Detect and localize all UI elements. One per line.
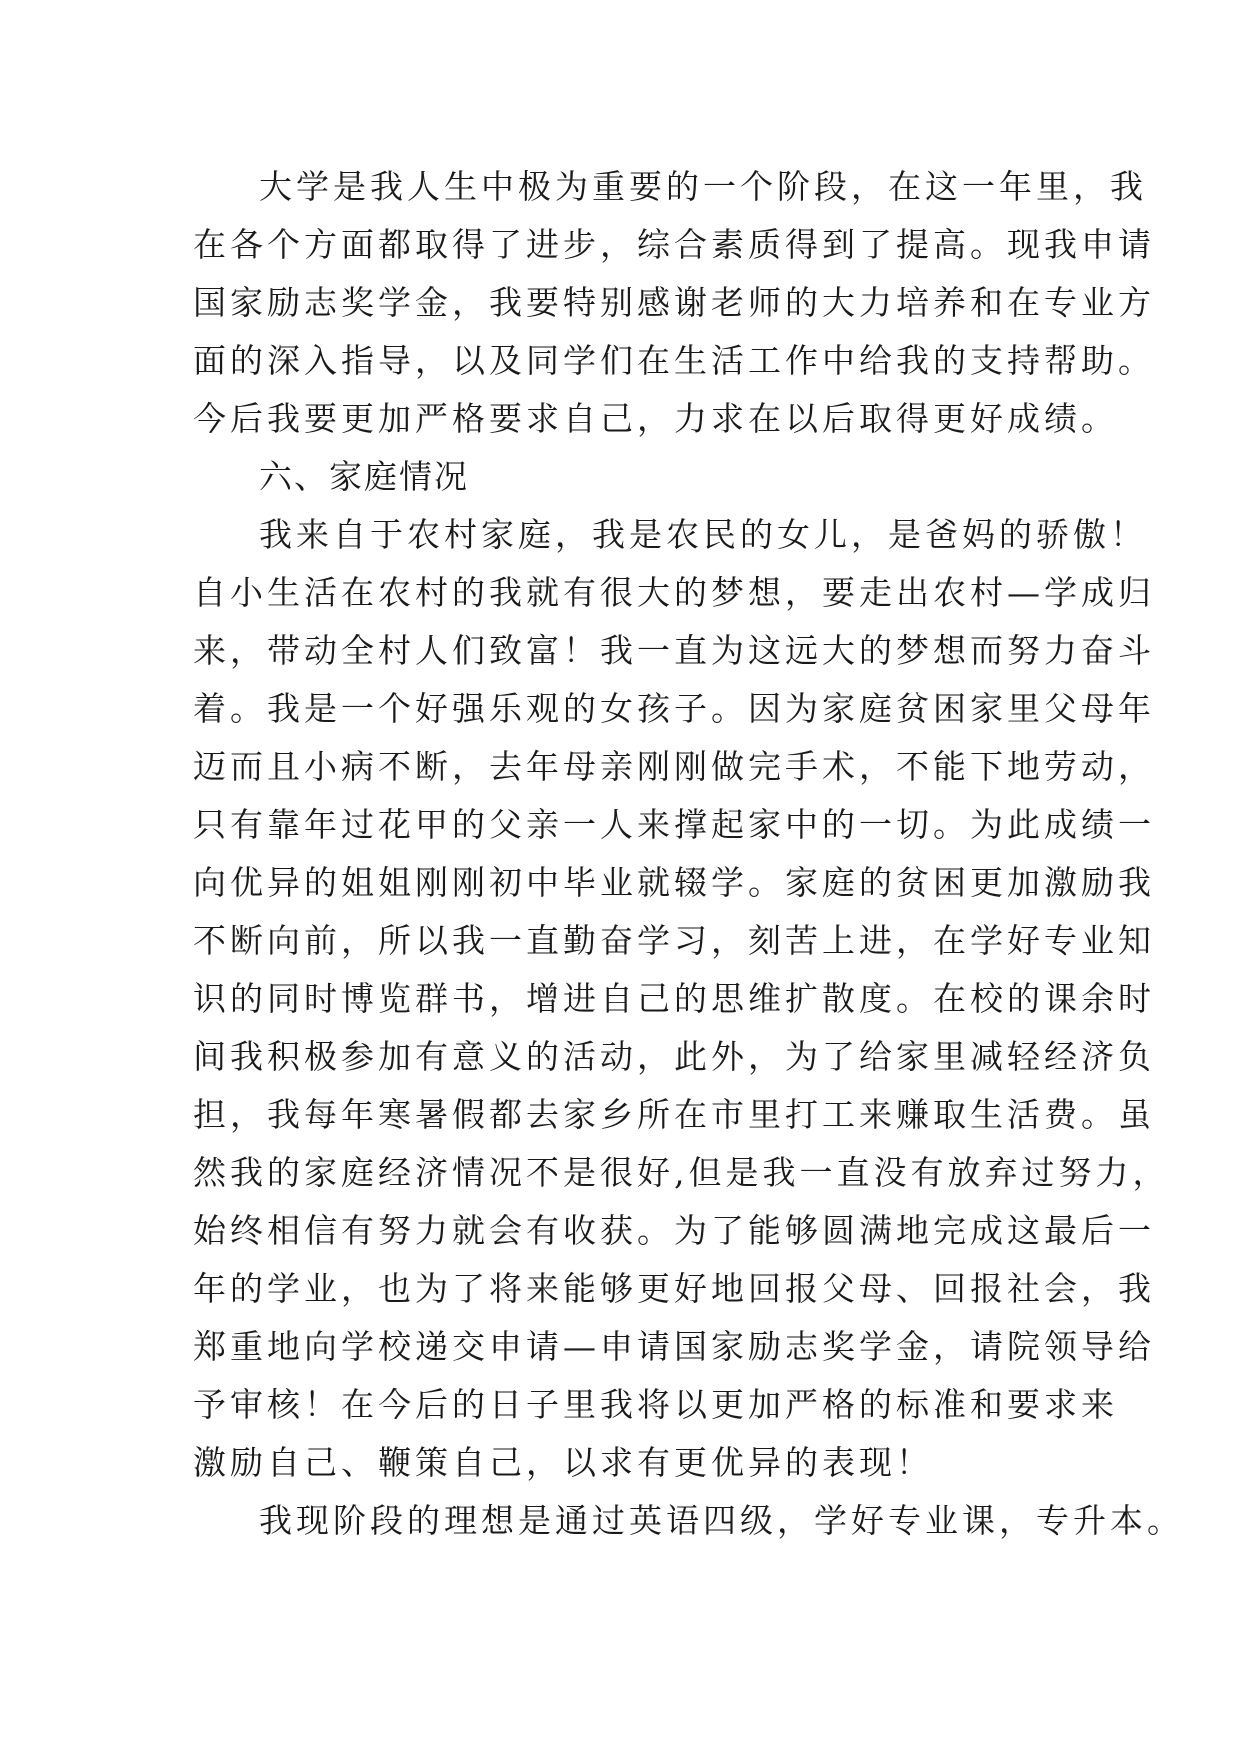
paragraph-2-line-6: 只有靠年过花甲的父亲一人来撑起家中的一切。为此成绩一 <box>193 805 1155 844</box>
paragraph-2-line-11: 担，我每年寒暑假都去家乡所在市里打工来赚取生活费。虽 <box>193 1095 1155 1134</box>
paragraph-2-line-1: 我来自于农村家庭，我是农民的女儿，是爸妈的骄傲！ <box>259 515 1147 554</box>
paragraph-2-line-3: 来，带动全村人们致富！我一直为这远大的梦想而努力奋斗 <box>193 631 1155 670</box>
paragraph-2-line-10: 间我积极参加有意义的活动，此外，为了给家里减轻经济负 <box>193 1037 1155 1076</box>
paragraph-2-line-2: 自小生活在农村的我就有很大的梦想，要走出农村—学成归 <box>193 573 1155 612</box>
paragraph-1-line-4: 面的深入指导，以及同学们在生活工作中给我的支持帮助。 <box>193 341 1155 380</box>
paragraph-1-line-3: 国家励志奖学金，我要特别感谢老师的大力培养和在专业方 <box>193 283 1155 322</box>
paragraph-2-line-12: 然我的家庭经济情况不是很好,但是我一直没有放弃过努力， <box>193 1153 1170 1192</box>
paragraph-2-line-9: 识的同时博览群书，增进自己的思维扩散度。在校的课余时 <box>193 979 1155 1018</box>
paragraph-1-line-1: 大学是我人生中极为重要的一个阶段，在这一年里，我 <box>259 167 1147 206</box>
paragraph-1-line-2: 在各个方面都取得了进步，综合素质得到了提高。现我申请 <box>193 225 1155 264</box>
paragraph-2-line-13: 始终相信有努力就会有收获。为了能够圆满地完成这最后一 <box>193 1211 1155 1250</box>
paragraph-2-line-8: 不断向前，所以我一直勤奋学习，刻苦上进，在学好专业知 <box>193 921 1155 960</box>
paragraph-2-line-17: 激励自己、鞭策自己，以求有更优异的表现！ <box>193 1443 933 1482</box>
paragraph-2-line-5: 迈而且小病不断，去年母亲刚刚做完手术，不能下地劳动， <box>193 747 1155 786</box>
paragraph-2-line-14: 年的学业，也为了将来能够更好地回报父母、回报社会，我 <box>193 1269 1155 1308</box>
paragraph-1-line-5: 今后我要更加严格要求自己，力求在以后取得更好成绩。 <box>193 399 1118 438</box>
document-body <box>193 158 1184 1550</box>
section-heading: 六、家庭情况 <box>259 457 469 496</box>
paragraph-2-line-16: 予审核！在今后的日子里我将以更加严格的标准和要求来 <box>193 1385 1118 1424</box>
paragraph-2-line-7: 向优异的姐姐刚刚初中毕业就辍学。家庭的贫困更加激励我 <box>193 863 1155 902</box>
paragraph-2-line-4: 着。我是一个好强乐观的女孩子。因为家庭贫困家里父母年 <box>193 689 1155 728</box>
paragraph-3-line-1: 我现阶段的理想是通过英语四级，学好专业课，专升本。 <box>259 1501 1184 1540</box>
paragraph-2-line-15: 郑重地向学校递交申请—申请国家励志奖学金，请院领导给 <box>193 1327 1155 1366</box>
